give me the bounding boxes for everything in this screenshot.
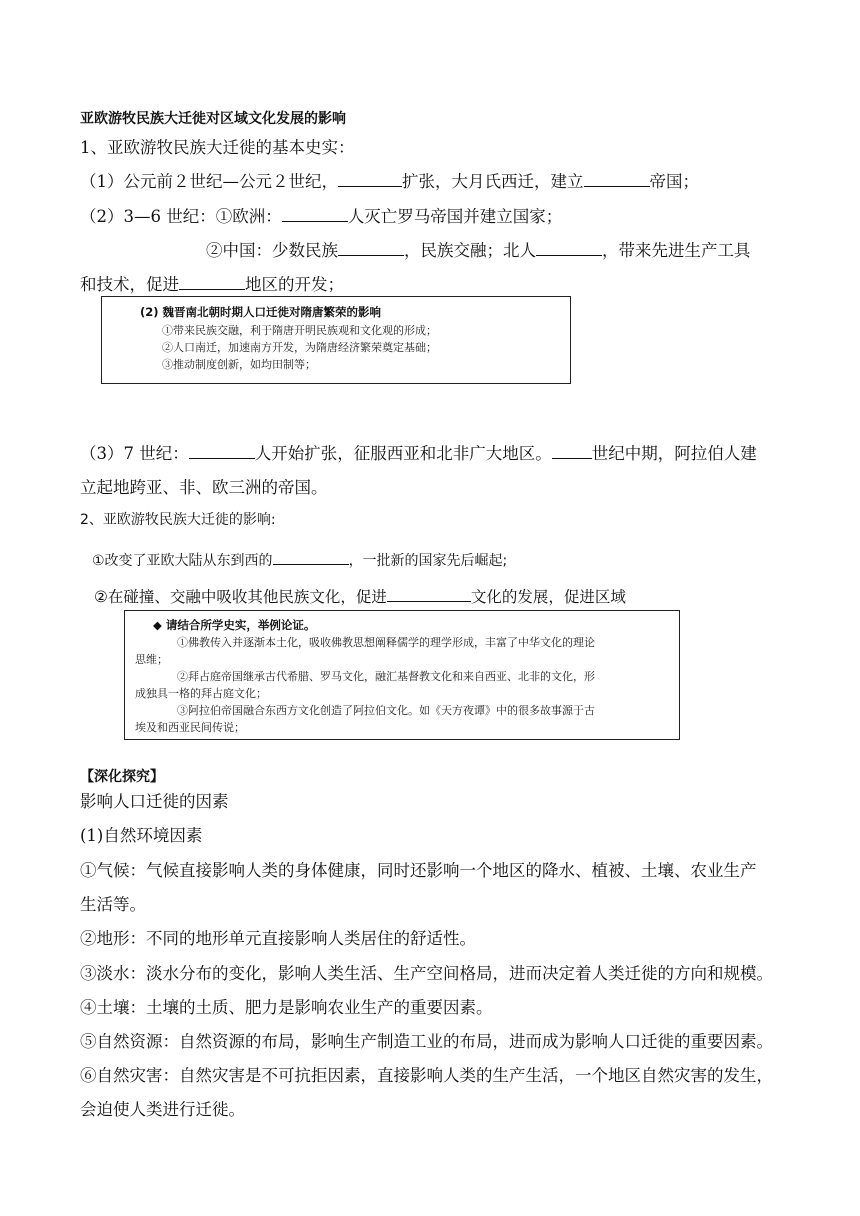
box1-line: ③推动制度创新，如均田制等； bbox=[162, 358, 316, 371]
item2c-text-b: 地区的开发； bbox=[245, 275, 344, 294]
explore-line: ①气候：气候直接影响人类的身体健康，同时还影响一个地区的降水、植被、土壤、农业生产 bbox=[80, 861, 757, 880]
box2-heading: ◆ 请结合所学史实，举例论证。 bbox=[153, 618, 316, 632]
item2c-text-a: 和技术，促进 bbox=[80, 275, 179, 294]
box1-line: ①带来民族交融，利于隋唐开明民族观和文化观的形成； bbox=[162, 324, 437, 337]
box2-line: 埃及和西亚民间传说； bbox=[135, 721, 245, 734]
fill-blank[interactable] bbox=[552, 441, 592, 459]
fill-blank[interactable] bbox=[338, 169, 402, 187]
s2-item2-text-a: ②在碰撞、交融中吸收其他民族文化，促进 bbox=[94, 588, 387, 606]
fill-blank[interactable] bbox=[282, 204, 348, 222]
document-title: 亚欧游牧民族大迁徙对区域文化发展的影响 bbox=[80, 111, 346, 127]
box1-heading: (2) 魏晋南北朝时期人口迁徙对隋唐繁荣的影响 bbox=[140, 305, 382, 319]
section2-item2 bbox=[94, 585, 626, 607]
item2b-text-c: ，带来先进生产工具 bbox=[602, 241, 751, 260]
fill-blank[interactable] bbox=[179, 272, 245, 290]
box2-line: ③阿拉伯帝国融合东西方文化创造了阿拉伯文化。如《天方夜谭》中的很多故事源于古 bbox=[177, 704, 595, 717]
fill-blank[interactable] bbox=[584, 169, 650, 187]
explore-line: ②地形：不同的地形单元直接影响人类居住的舒适性。 bbox=[80, 929, 476, 948]
item2b-text-a: ②中国：少数民族 bbox=[206, 241, 338, 260]
item1-text-b: 扩张，大月氏西迁，建立 bbox=[402, 172, 584, 191]
fill-blank[interactable] bbox=[189, 441, 255, 459]
explore-line: ⑥自然灾害：自然灾害是不可抗拒因素，直接影响人类的生产生活，一个地区自然灾害的发生， bbox=[80, 1066, 773, 1085]
explore-line: ⑤自然资源：自然资源的布局，影响生产制造工业的布局，进而成为影响人口迁徙的重要因素。 bbox=[80, 1032, 773, 1051]
section1-item2b bbox=[206, 237, 751, 261]
s2-item2-text-b: 文化的发展，促进区域 bbox=[470, 588, 626, 606]
item2-text-b: 人灭亡罗马帝国并建立国家； bbox=[347, 207, 563, 226]
item2-text-a: （2）3—6 世纪：①欧洲： bbox=[80, 207, 282, 226]
item1-text-c: 帝国； bbox=[649, 172, 699, 191]
box2-line: ①佛教传入并逐渐本土化，吸收佛教思想阐释儒学的理学形成，丰富了中华文化的理论 bbox=[177, 636, 595, 649]
section2-heading: 2、亚欧游牧民族大迁徙的影响: bbox=[80, 512, 276, 528]
section1-heading: 1、亚欧游牧民族大迁徙的基本史实： bbox=[80, 138, 355, 157]
s2-item1-text-b: ，一批新的国家先后崛起; bbox=[348, 553, 508, 569]
item3-text-b: 人开始扩张，征服西亚和北非广大地区。 bbox=[254, 444, 552, 463]
section1-item3 bbox=[80, 440, 757, 464]
note-box-sui-tang bbox=[101, 296, 571, 384]
box2-line: ②拜占庭帝国继承古代希腊、罗马文化，融汇基督教文化和来自西亚、北非的文化，形 bbox=[177, 670, 595, 683]
section1-item3b: 立起地跨亚、非、欧三洲的帝国。 bbox=[80, 478, 328, 497]
fill-blank[interactable] bbox=[536, 238, 602, 256]
explore-line: ④土壤：土壤的土质、肥力是影响农业生产的重要因素。 bbox=[80, 998, 493, 1017]
box2-line: 成独具一格的拜占庭文化； bbox=[135, 687, 267, 700]
fill-blank[interactable] bbox=[273, 550, 349, 565]
item3-text-c: 世纪中期，阿拉伯人建 bbox=[591, 444, 757, 463]
explore-line: 会迫使人类进行迁徙。 bbox=[80, 1100, 245, 1119]
fill-blank[interactable] bbox=[338, 238, 404, 256]
section1-item1 bbox=[80, 168, 699, 192]
item1-text-a: （1）公元前２世纪—公元２世纪， bbox=[80, 172, 338, 191]
item2b-text-b: ，民族交融；北人 bbox=[404, 241, 536, 260]
section1-item2c bbox=[80, 271, 344, 295]
explore-subheading: 影响人口迁徙的因素 bbox=[80, 792, 229, 811]
fill-blank[interactable] bbox=[387, 586, 471, 602]
s2-item1-text-a: ①改变了亚欧大陆从东到西的 bbox=[92, 553, 273, 569]
explore-factor: (1)自然环境因素 bbox=[80, 826, 203, 845]
note-box-examples bbox=[124, 610, 680, 740]
explore-line: ③淡水：淡水分布的变化，影响人类生活、生产空间格局，进而决定着人类迁徙的方向和规模。 bbox=[80, 964, 773, 983]
box1-line: ②人口南迁，加速南方开发，为隋唐经济繁荣奠定基础； bbox=[162, 341, 437, 354]
explore-line: 生活等。 bbox=[80, 895, 146, 914]
item3-text-a: （3）7 世纪： bbox=[80, 444, 189, 463]
section1-item2 bbox=[80, 203, 562, 227]
section2-item1 bbox=[92, 550, 507, 570]
explore-heading: 【深化探究】 bbox=[80, 769, 164, 785]
box2-line: 思维； bbox=[135, 653, 168, 666]
